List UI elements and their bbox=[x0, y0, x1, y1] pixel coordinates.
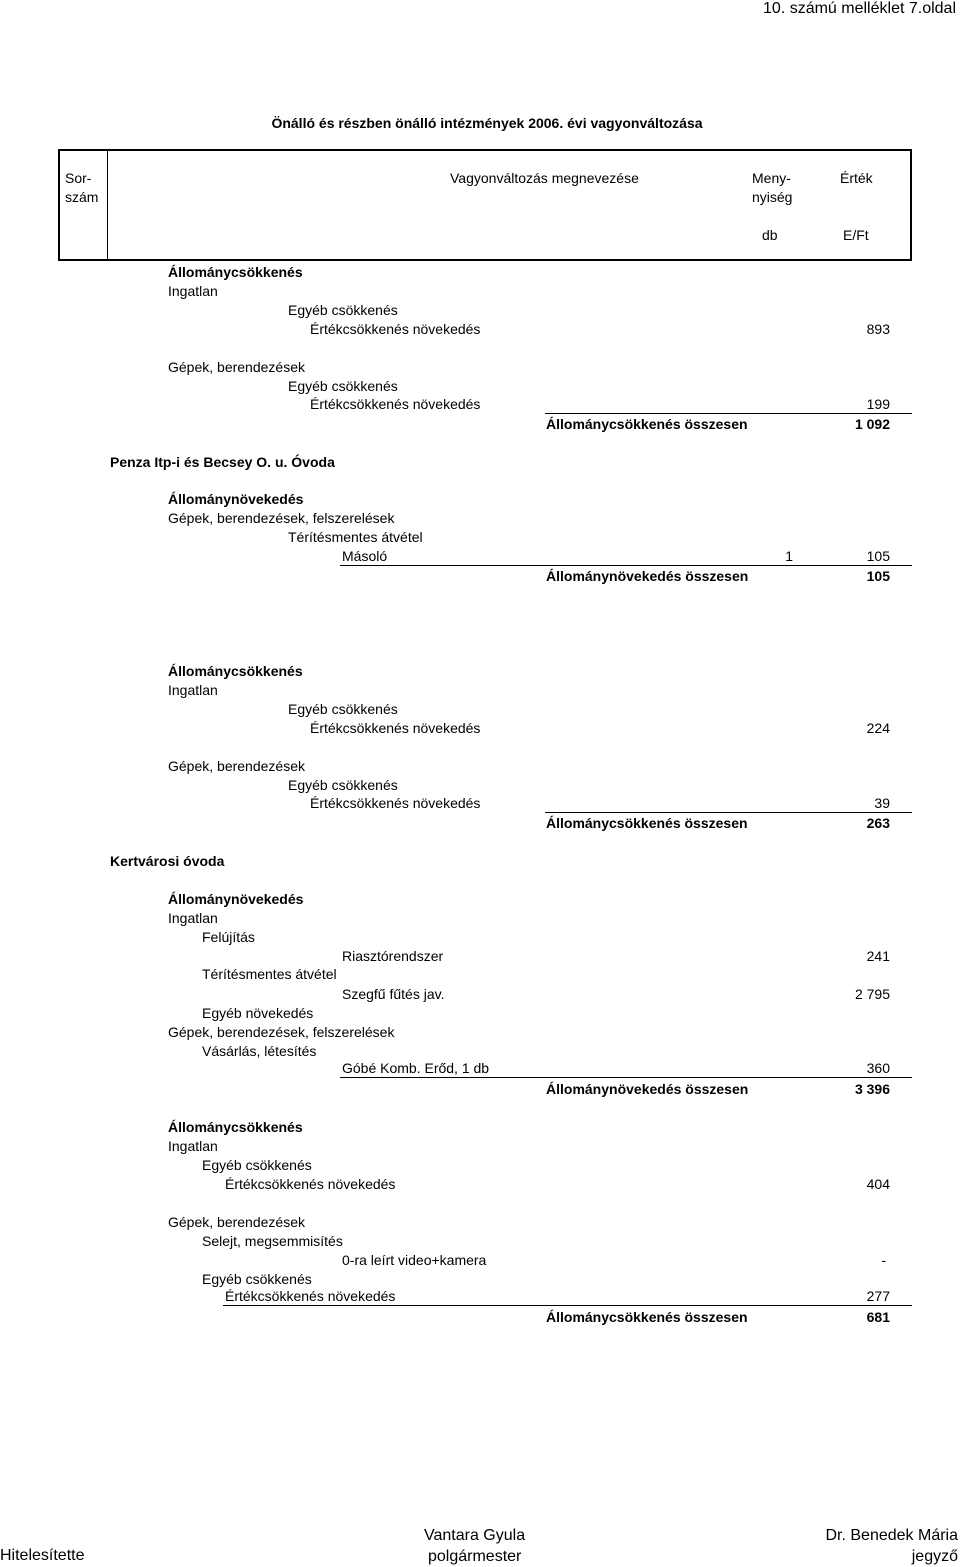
subcategory-label: Térítésmentes átvétel bbox=[202, 966, 337, 982]
item-label: Szegfű fűtés jav. bbox=[342, 986, 445, 1002]
item-value: 224 bbox=[866, 720, 890, 736]
subcategory-label: Egyéb csökkenés bbox=[288, 701, 398, 717]
item-value: 360 bbox=[866, 1060, 890, 1076]
total-value: 3 396 bbox=[854, 1081, 890, 1097]
total-rule bbox=[340, 565, 912, 566]
total-label: Állománynövekedés összesen bbox=[546, 1081, 749, 1097]
item-label: Értékcsökkenés növekedés bbox=[310, 795, 481, 811]
subcategory-label: Térítésmentes átvétel bbox=[288, 529, 423, 545]
total-value: 263 bbox=[866, 815, 890, 831]
unit-value: E/Ft bbox=[843, 227, 869, 243]
category-label: Ingatlan bbox=[168, 910, 218, 926]
category-label: Gépek, berendezések bbox=[168, 1214, 305, 1230]
notary-title: jegyző bbox=[911, 1548, 958, 1565]
col-sorszam-line2: szám bbox=[65, 189, 99, 205]
subcategory-label: Egyéb csökkenés bbox=[202, 1157, 312, 1173]
column-divider bbox=[107, 151, 108, 259]
total-label: Állománycsökkenés összesen bbox=[546, 1309, 748, 1325]
subcategory-label: Egyéb növekedés bbox=[202, 1005, 314, 1021]
section-title: Állománynövekedés bbox=[168, 891, 304, 907]
subcategory-label: Felújítás bbox=[202, 929, 255, 945]
category-label: Gépek, berendezések, felszerelések bbox=[168, 1024, 395, 1040]
item-value: 199 bbox=[866, 396, 890, 412]
col-name-header: Vagyonváltozás megnevezése bbox=[450, 170, 639, 186]
category-label: Gépek, berendezések bbox=[168, 758, 305, 774]
total-label: Állománynövekedés összesen bbox=[546, 568, 749, 584]
section-title: Állománynövekedés bbox=[168, 491, 304, 507]
category-label: Ingatlan bbox=[168, 283, 218, 299]
subcategory-label: Egyéb csökkenés bbox=[288, 378, 398, 394]
section-title: Állománycsökkenés bbox=[168, 264, 303, 280]
col-qty-line1: Meny- bbox=[752, 170, 791, 186]
subcategory-label: Selejt, megsemmisítés bbox=[202, 1233, 343, 1249]
total-rule bbox=[545, 812, 912, 813]
total-value: 681 bbox=[866, 1309, 890, 1325]
page-title: Önálló és részben önálló intézmények 2006. évi vagyonváltozása bbox=[271, 115, 703, 131]
col-qty-line2: nyiség bbox=[752, 189, 793, 205]
section-title: Állománycsökkenés bbox=[168, 1119, 303, 1135]
total-label: Állománycsökkenés összesen bbox=[546, 815, 748, 831]
item-label: Értékcsökkenés növekedés bbox=[310, 321, 481, 337]
unit-qty: db bbox=[762, 227, 778, 243]
item-qty: 1 bbox=[785, 548, 793, 564]
section-title: Állománycsökkenés bbox=[168, 663, 303, 679]
category-label: Ingatlan bbox=[168, 1138, 218, 1154]
total-value: 1 092 bbox=[854, 416, 890, 432]
category-label: Gépek, berendezések, felszerelések bbox=[168, 510, 395, 526]
page-label: 10. számú melléklet 7.oldal bbox=[763, 0, 956, 17]
subcategory-label: Egyéb csökkenés bbox=[288, 302, 398, 318]
institution-name: Penza Itp-i és Becsey O. u. Óvoda bbox=[110, 454, 335, 470]
item-value: 2 795 bbox=[854, 986, 890, 1002]
total-rule bbox=[545, 413, 912, 414]
institution-name: Kertvárosi óvoda bbox=[110, 853, 225, 869]
item-label: Értékcsökkenés növekedés bbox=[225, 1288, 396, 1304]
mayor-title: polgármester bbox=[428, 1548, 522, 1565]
total-value: 105 bbox=[866, 568, 890, 584]
mayor-name: Vantara Gyula bbox=[424, 1527, 526, 1544]
subcategory-label: Egyéb csökkenés bbox=[202, 1271, 312, 1287]
col-value-header: Érték bbox=[840, 170, 873, 186]
category-label: Gépek, berendezések bbox=[168, 359, 305, 375]
item-value: 241 bbox=[866, 948, 890, 964]
item-label: 0-ra leírt video+kamera bbox=[342, 1252, 487, 1268]
subcategory-label: Egyéb csökkenés bbox=[288, 777, 398, 793]
item-value: 39 bbox=[874, 795, 890, 811]
notary-name: Dr. Benedek Mária bbox=[825, 1527, 958, 1544]
item-value: 277 bbox=[866, 1288, 890, 1304]
item-value: 404 bbox=[866, 1176, 890, 1192]
certified-label: Hitelesítette bbox=[0, 1547, 85, 1564]
item-label: Értékcsökkenés növekedés bbox=[310, 396, 481, 412]
total-label: Állománycsökkenés összesen bbox=[546, 416, 748, 432]
item-label: Értékcsökkenés növekedés bbox=[225, 1176, 396, 1192]
item-value: - bbox=[881, 1252, 886, 1268]
item-label: Másoló bbox=[342, 548, 388, 564]
category-label: Ingatlan bbox=[168, 682, 218, 698]
item-label: Értékcsökkenés növekedés bbox=[310, 720, 481, 736]
item-value: 893 bbox=[866, 321, 890, 337]
subcategory-label: Vásárlás, létesítés bbox=[202, 1043, 317, 1059]
total-rule bbox=[340, 1077, 912, 1078]
col-sorszam-line1: Sor- bbox=[65, 170, 92, 186]
item-value: 105 bbox=[866, 548, 890, 564]
item-label: Góbé Komb. Erőd, 1 db bbox=[342, 1060, 490, 1076]
item-label: Riasztórendszer bbox=[342, 948, 444, 964]
total-rule bbox=[223, 1305, 912, 1306]
